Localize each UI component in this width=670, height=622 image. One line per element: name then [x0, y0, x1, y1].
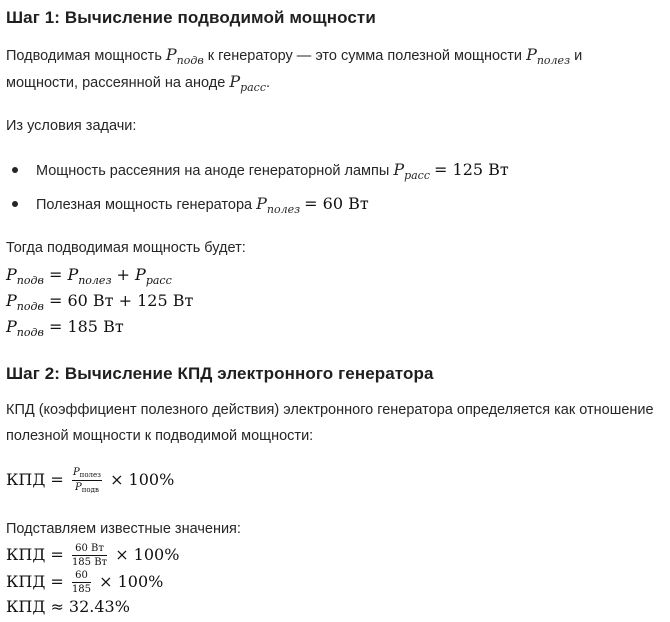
kpd-formula: КПД = $\frac{P_{полез}}{P_{подв}}$ × 100%: [6, 467, 175, 494]
kpd-fraction: $\frac{P_{полез}}{P_{подв}}$: [72, 467, 101, 494]
bullet-dot: [12, 167, 18, 173]
kpd-result: КПД ≈ 32.43%: [6, 597, 130, 616]
step1-intro-line1: [6, 45, 583, 67]
intro-text-a: Подводимая мощность: [6, 48, 162, 64]
substitute-label: Подставляем известные значения:: [6, 521, 241, 537]
equation-values: $P_{подв} = 60$ Вт + 125 Вт: [6, 291, 194, 313]
intro-text-b: к генератору — это сумма полезной мощности: [207, 48, 523, 64]
condition-item-polez: Полезная мощность генератора $P_{полез} = 60$ Вт: [36, 194, 369, 216]
kpd-units-fraction: $\frac{60 Вт}{185 Вт}$: [71, 543, 108, 568]
then-label: Тогда подводимая мощность будет:: [6, 240, 246, 256]
conditions-label: Из условия задачи:: [6, 118, 137, 134]
step2-heading: Шаг 2: Вычисление КПД электронного генератора: [6, 364, 434, 383]
step1-intro-line2: мощности, рассеянной на аноде $P_{расс}$.: [6, 72, 271, 94]
intro-text-d: мощности, рассеянной на аноде: [6, 75, 226, 91]
equation-result: $P_{подв} = 185$ Вт: [6, 317, 124, 339]
p-rass-symbol: $P_{расс}$: [229, 72, 266, 94]
kpd-substituted-numbers: КПД = $\frac{60}{185}$ × 100%: [6, 570, 164, 595]
step1-heading: Шаг 1: Вычисление подводимой мощности: [6, 8, 376, 27]
p-podv-symbol: $P_{подв}$: [165, 45, 204, 67]
p-polez-symbol: $P_{полез}$: [526, 45, 571, 67]
equation-sum: $P_{подв} = P_{полез} + P_{расс}$: [6, 265, 172, 287]
intro-text-c: и: [574, 48, 583, 64]
condition-item-rass: Мощность рассеяния на аноде генераторной лампы $P_{расс} = 125$ Вт: [36, 160, 509, 182]
step2-desc-line1: КПД (коэффициент полезного действия) электронного генератора определяется как отношение: [6, 402, 654, 418]
step2-desc-line2: полезной мощности к подводимой мощности:: [6, 428, 314, 444]
kpd-substituted-units: КПД = $\frac{60 Вт}{185 Вт}$ × 100%: [6, 543, 180, 568]
bullet-dot: [12, 201, 18, 207]
kpd-number-fraction: $\frac{60}{185}$: [71, 570, 92, 595]
